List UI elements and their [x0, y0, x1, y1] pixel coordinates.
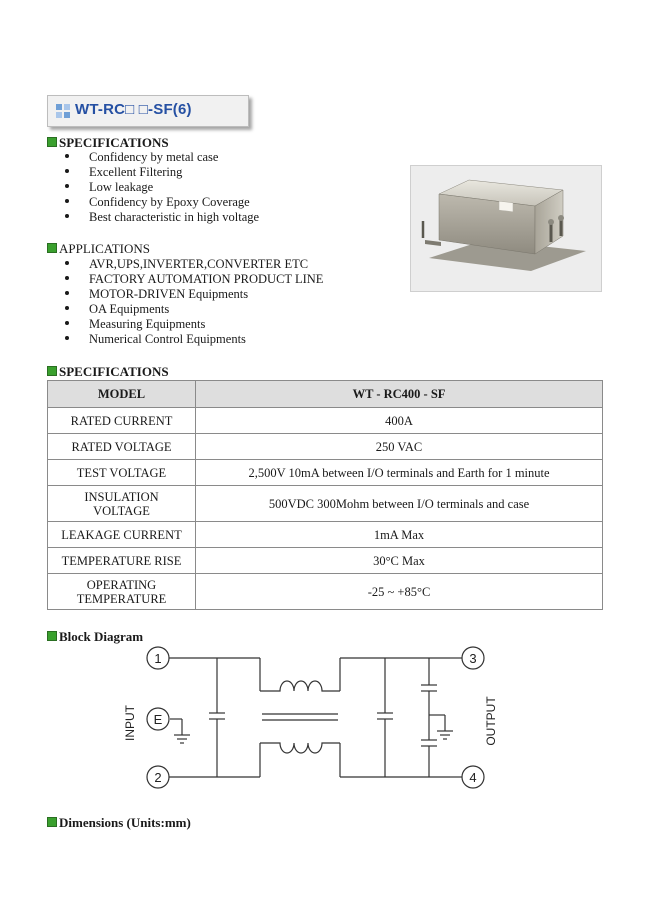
- list-item: Numerical Control Equipments: [60, 332, 323, 347]
- specifications-table: [47, 380, 603, 610]
- table-row: [48, 408, 603, 434]
- table-cell-label: LEAKAGE CURRENT: [48, 522, 196, 548]
- list-item: Confidency by metal case: [60, 150, 259, 165]
- table-cell-label: RATED VOLTAGE: [48, 434, 196, 460]
- table-cell-value: 30°C Max: [196, 548, 603, 574]
- table-cell-value: 500VDC 300Mohm between I/O terminals and case: [196, 486, 603, 522]
- output-label: OUTPUT: [484, 696, 498, 746]
- section-heading-applications: APPLICATIONS: [47, 241, 150, 257]
- table-header-row: [48, 381, 603, 408]
- terminal-2-label: 2: [154, 770, 162, 785]
- table-cell-value: 2,500V 10mA between I/O terminals and Earth for 1 minute: [196, 460, 603, 486]
- green-square-icon: [47, 631, 57, 641]
- section-heading-specifications: SPECIFICATIONS: [47, 135, 169, 151]
- terminal-4-label: 4: [469, 770, 477, 785]
- table-cell-value: 1mA Max: [196, 522, 603, 548]
- table-cell-label: INSULATION VOLTAGE: [48, 486, 196, 522]
- green-square-icon: [47, 243, 57, 253]
- table-cell-label: RATED CURRENT: [48, 408, 196, 434]
- table-header-model-value: WT - RC400 - SF: [196, 381, 603, 408]
- terminal-1-label: 1: [154, 651, 162, 666]
- green-square-icon: [47, 817, 57, 827]
- list-item: Measuring Equipments: [60, 317, 323, 332]
- table-row: [48, 522, 603, 548]
- input-label: INPUT: [123, 705, 137, 741]
- product-title: WT-RC□ □-SF(6): [75, 101, 192, 118]
- product-photo: [410, 165, 602, 292]
- list-item: MOTOR-DRIVEN Equipments: [60, 287, 323, 302]
- grid-logo-icon: [56, 104, 70, 118]
- green-square-icon: [47, 366, 57, 376]
- section-heading-block-diagram: Block Diagram: [47, 629, 143, 645]
- table-cell-value: -25 ~ +85°C: [196, 574, 603, 610]
- section-heading-spec-table: SPECIFICATIONS: [47, 364, 169, 380]
- table-row: [48, 548, 603, 574]
- features-list: [60, 150, 259, 225]
- table-row: [48, 574, 603, 610]
- list-item: FACTORY AUTOMATION PRODUCT LINE: [60, 272, 323, 287]
- table-row: [48, 486, 603, 522]
- list-item: Best characteristic in high voltage: [60, 210, 259, 225]
- applications-list: [60, 257, 323, 347]
- table-cell-value: 400A: [196, 408, 603, 434]
- list-item: Excellent Filtering: [60, 165, 259, 180]
- green-square-icon: [47, 137, 57, 147]
- terminal-3-label: 3: [469, 651, 477, 666]
- list-item: Low leakage: [60, 180, 259, 195]
- section-heading-dimensions: Dimensions (Units:mm): [47, 815, 191, 831]
- list-item: OA Equipments: [60, 302, 323, 317]
- table-cell-label: OPERATING TEMPERATURE: [48, 574, 196, 610]
- block-diagram: [120, 643, 500, 793]
- list-item: AVR,UPS,INVERTER,CONVERTER ETC: [60, 257, 323, 272]
- product-title-box: [47, 95, 249, 127]
- terminal-e-label: E: [153, 712, 163, 727]
- table-header-model: MODEL: [48, 381, 196, 408]
- table-row: [48, 434, 603, 460]
- list-item: Confidency by Epoxy Coverage: [60, 195, 259, 210]
- table-row: [48, 460, 603, 486]
- table-cell-label: TEST VOLTAGE: [48, 460, 196, 486]
- table-cell-value: 250 VAC: [196, 434, 603, 460]
- table-cell-label: TEMPERATURE RISE: [48, 548, 196, 574]
